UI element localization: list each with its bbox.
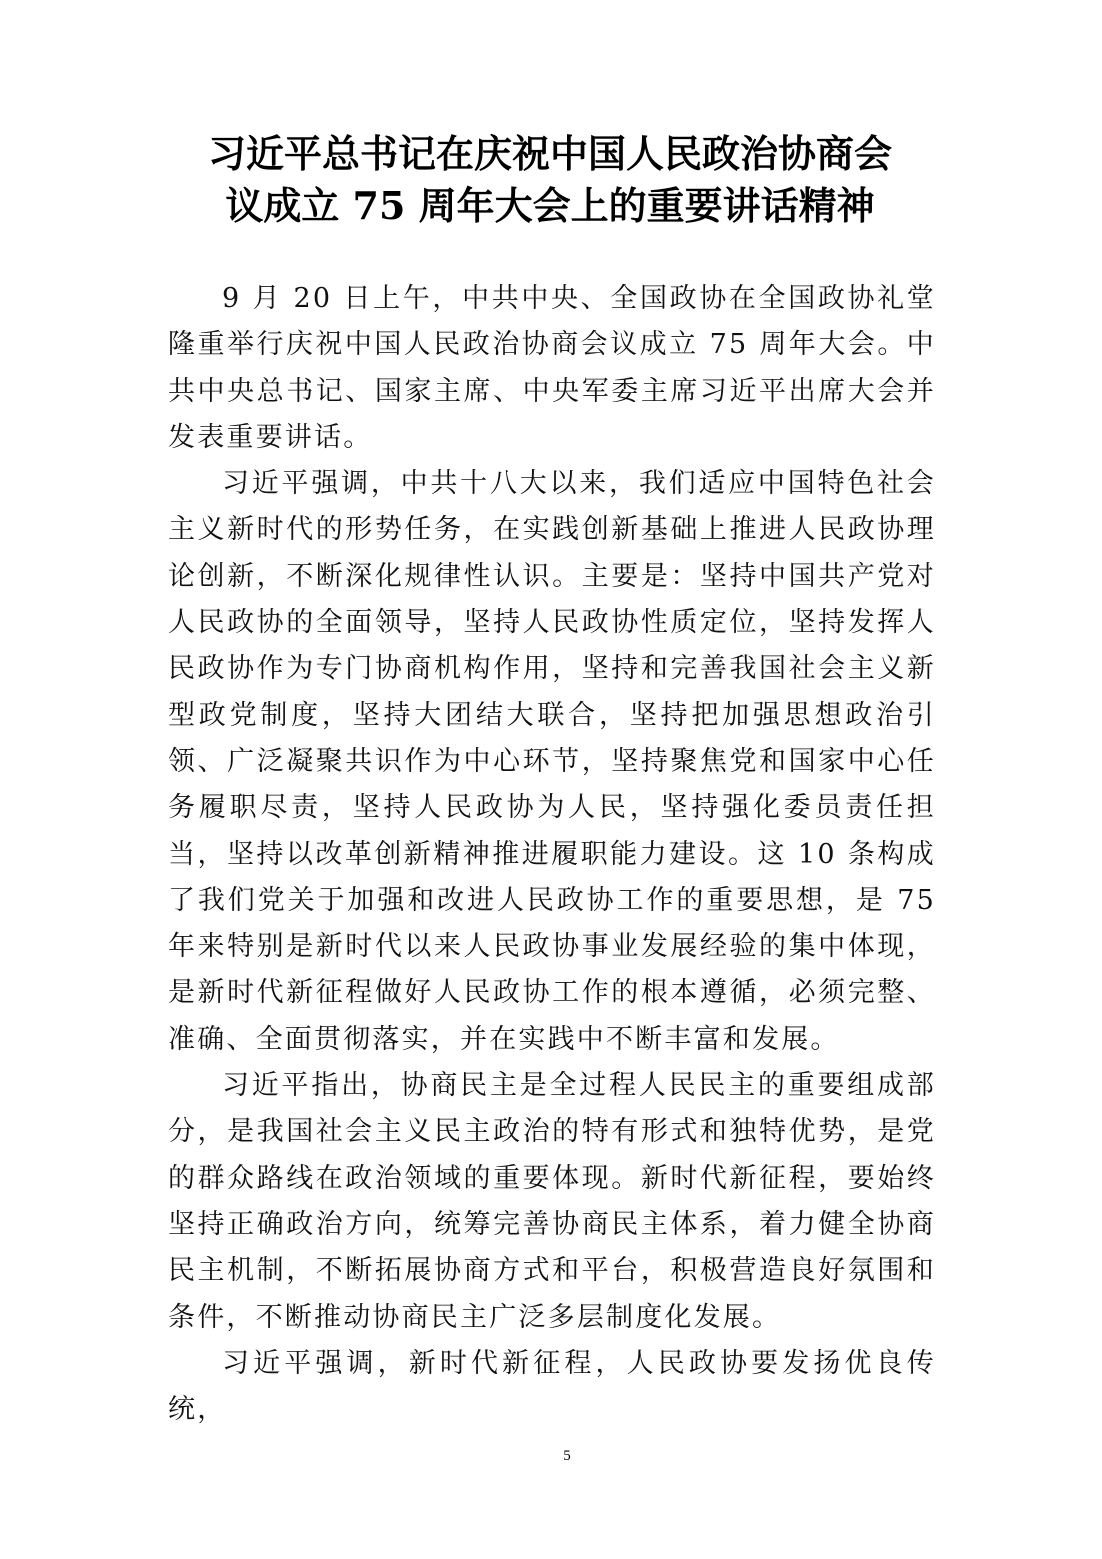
paragraph-3: 习近平指出，协商民主是全过程人民民主的重要组成部分，是我国社会主义民主政治的特有形式和独特优势，是党的群众路线在政治领域的重要体现。新时代新征程，要始终坚持正确政治方向，统筹完善协商民主体系，着力健全协商民主机制，不断拓展协商方式和平台，积极营造良好氛围和条件，不断推动协商民主广泛多层制度化发展。 — [168, 1070, 936, 1333]
title-line-2: 议成立 75 周年大会上的重要讲话精神 — [225, 183, 875, 228]
title-line-1: 习近平总书记在庆祝中国人民政治协商会 — [207, 131, 892, 176]
page-title — [150, 128, 950, 232]
paragraph-1: 9 月 20 日上午，中共中央、全国政协在全国政协礼堂隆重举行庆祝中国人民政治协商会议成立 75 周年大会。中共中央总书记、国家主席、中央军委主席习近平出席大会并发表重要讲话。 — [168, 283, 936, 453]
article-body — [168, 276, 936, 1433]
page-number: 5 — [563, 1448, 571, 1464]
paragraph-4: 习近平强调，新时代新征程，人民政协要发扬优良传统， — [168, 1347, 936, 1426]
paragraph-2: 习近平强调，中共十八大以来，我们适应中国特色社会主义新时代的形势任务，在实践创新基础上推进人民政协理论创新，不断深化规律性认识。主要是：坚持中国共产党对人民政协的全面领导，坚持人民政协性质定位，坚持发挥人民政协作为专门协商机构作用，坚持和完善我国社会主义新型政党制度，坚持大团结大联合，坚持把加强思想政治引领、广泛凝聚共识作为中心环节，坚持聚焦党和国家中心任务履职尽责，坚持人民政协为人民，坚持强化委员责任担当，坚持以改革创新精神推进履职能力建设。这 10 条构成了我们党关于加强和改进人民政协工作的重要思想，是 75 年来特别是新时代以来人民政协事业发展经验的集中体现，是新时代新征程做好人民政协工作的根本遵循，必须完整、准确、全面贯彻落实，并在实践中不断丰富和发展。 — [168, 468, 936, 1055]
